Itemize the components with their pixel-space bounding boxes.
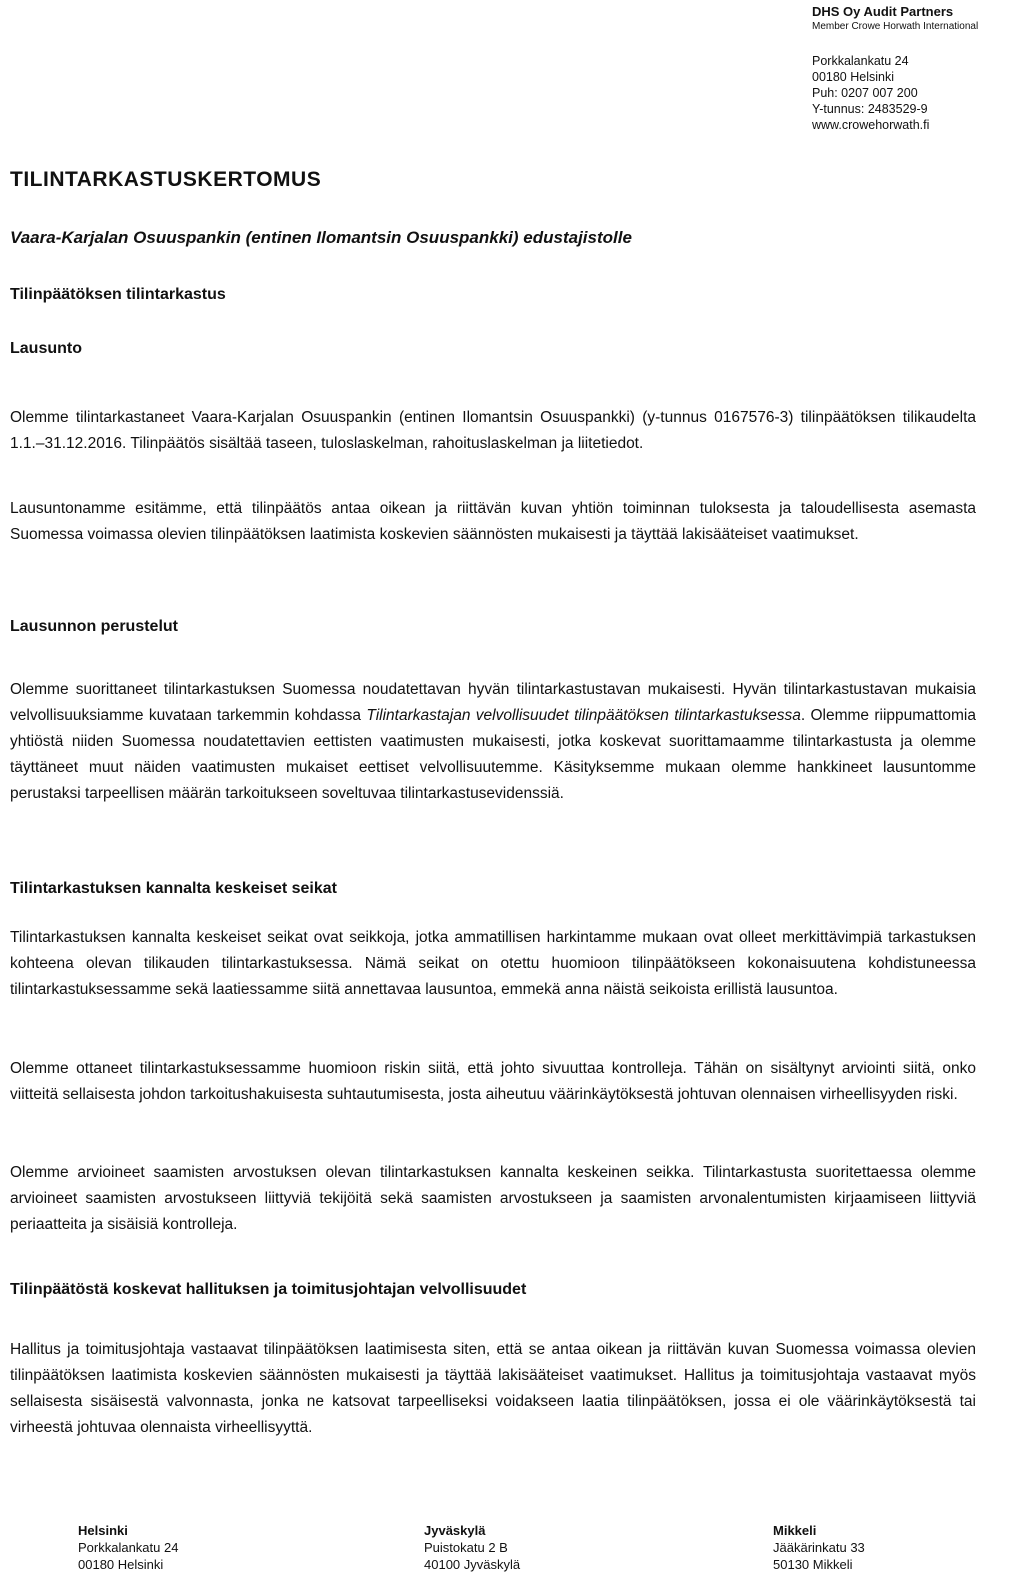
contact-line: www.crowehorwath.fi	[812, 118, 930, 132]
company-membership: Member Crowe Horwath International	[812, 21, 979, 32]
section-heading-responsibilities: Tilinpäätöstä koskevat hallituksen ja toimitusjohtajan velvollisuudet	[10, 1281, 527, 1298]
office-city: Jyväskylä	[424, 1523, 486, 1538]
basis-paragraph	[10, 677, 976, 807]
office-street: Porkkalankatu 24	[78, 1540, 179, 1555]
office-helsinki	[78, 1522, 178, 1573]
section-heading-key-matters: Tilintarkastuksen kannalta keskeiset seikat	[10, 880, 337, 897]
contact-line: Puh: 0207 007 200	[812, 86, 918, 100]
key-matters-paragraph-3: Olemme arvioineet saamisten arvostuksen olevan tilintarkastuksen kannalta keskeinen seikka. Tilintarkastusta suoritettaessa olemme arvioineet saamisten arvostukseen liittyviä tekijöitä sekä saamisten arvostukseen ja saamisten arvonalentumisten kirjaamiseen liittyviä periaatteita ja sisäisiä kontrolleja.	[10, 1164, 976, 1233]
addressee: Vaara-Karjalan Osuuspankin (entinen Ilomantsin Osuuspankki) edustajistolle	[10, 228, 632, 247]
section-heading-audit: Tilinpäätöksen tilintarkastus	[10, 286, 226, 303]
opinion-paragraph-1: Olemme tilintarkastaneet Vaara-Karjalan Osuuspankin (entinen Ilomantsin Osuuspankki) (y-tunnus 0167576-3) tilinpäätöksen tilikaudelta 1.1.–31.12.2016. Tilinpäätös sisältää taseen, tuloslaskelman, rahoituslaskelman ja liitetiedot.	[10, 409, 976, 452]
contact-line: 00180 Helsinki	[812, 70, 894, 84]
office-street: Puistokatu 2 B	[424, 1540, 508, 1555]
contact-line: Porkkalankatu 24	[812, 54, 909, 68]
office-postal: 40100 Jyväskylä	[424, 1557, 521, 1572]
office-city: Helsinki	[78, 1523, 128, 1538]
company-name: DHS Oy Audit Partners	[812, 4, 954, 19]
contact-line: Y-tunnus: 2483529-9	[812, 102, 928, 116]
company-contact	[812, 53, 1022, 133]
office-postal: 50130 Mikkeli	[773, 1557, 853, 1572]
basis-text-a: Olemme suorittaneet tilintarkastuksen Suomessa noudatettavan hyvän tilintarkastustavan mukaisesti. Hyvän tilintarkastustavan mukaisia velvollisuuksiamme kuvataan tarkemmin kohdassa	[10, 681, 976, 724]
office-mikkeli	[773, 1522, 865, 1573]
key-matters-paragraph-1: Tilintarkastuksen kannalta keskeiset seikat ovat seikkoja, jotka ammatillisen harkintamme mukaan ovat olleet merkittävimpiä tarkastuksen kohteena olevan tilikauden tilintarkastuksessa. Nämä seikat on otettu huomioon tilinpäätökseen kokonaisuutena kohdistuneessa tilintarkastuksessamme sekä laatiessamme siitä annettavaa lausuntoa, emmekä anna näistä seikoista erillistä lausuntoa.	[10, 929, 976, 998]
letterhead	[812, 4, 1022, 133]
office-jyvaskyla	[424, 1522, 520, 1573]
opinion-paragraph-2: Lausuntonamme esitämme, että tilinpäätös antaa oikean ja riittävän kuvan yhtiön toiminnan tuloksesta ja taloudellisesta asemasta Suomessa voimassa olevien tilinpäätöksen laatimista koskevien säännösten mukaisesti ja täyttää lakisääteiset vaatimukset.	[10, 500, 976, 543]
basis-text-italic: Tilintarkastajan velvollisuudet tilinpäätöksen tilintarkastuksessa	[366, 707, 801, 724]
office-city: Mikkeli	[773, 1523, 817, 1538]
key-matters-paragraph-2: Olemme ottaneet tilintarkastuksessamme huomioon riskin siitä, että johto sivuuttaa kontrolleja. Tähän on sisältynyt arviointi siitä, onko viitteitä sellaisesta johdon tarkoitushakuisesta suhtautumisesta, josta aiheutuu väärinkäytöksestä johtuvan olennaisen virheellisyyden riski.	[10, 1060, 976, 1103]
section-heading-basis: Lausunnon perustelut	[10, 618, 178, 635]
basis-text-b: . Olemme riippumattomia yhtiöstä niiden Suomessa noudatettavien eettisten vaatimusten mukaisesti, jotka koskevat suorittamaamme tilintarkastusta ja olemme täyttäneet muut näiden vaatimusten mukaiset eettiset velvollisuutemme. Käsityksemme mukaan olemme hankkineet lausuntomme perustaksi tarpeellisen määrän tarkoitukseen soveltuvaa tilintarkastusevidenssiä.	[10, 707, 976, 802]
section-heading-opinion: Lausunto	[10, 340, 82, 357]
office-street: Jääkärinkatu 33	[773, 1540, 865, 1555]
office-postal: 00180 Helsinki	[78, 1557, 164, 1572]
responsibilities-paragraph: Hallitus ja toimitusjohtaja vastaavat tilinpäätöksen laatimisesta siten, että se antaa oikean ja riittävän kuvan Suomessa voimassa olevien tilinpäätöksen laatimista koskevien säännösten mukaisesti ja täyttää lakisääteiset vaatimukset. Hallitus ja toimitusjohtaja vastaavat myös sellaisesta sisäisestä valvonnasta, jonka ne katsovat tarpeelliseksi voidakseen laatia tilinpäätöksen, jossa ei ole väärinkäytöksestä tai virheestä johtuvaa olennaista virheellisyyttä.	[10, 1341, 976, 1436]
document-title: TILINTARKASTUSKERTOMUS	[10, 168, 322, 191]
